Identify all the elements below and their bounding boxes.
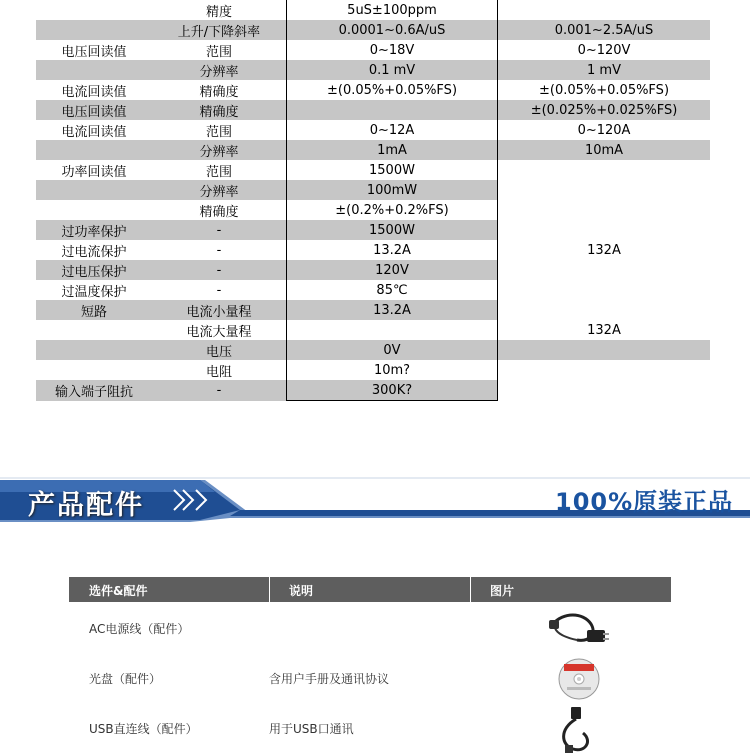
spec-value-low: 1500W <box>287 160 498 180</box>
spec-parameter: 分辨率 <box>152 60 287 80</box>
spec-value-low: 0.1 mV <box>287 60 498 80</box>
spec-table <box>36 0 710 401</box>
spec-category <box>36 360 152 380</box>
spec-value-high <box>498 300 711 320</box>
spec-value-low: 0~18V <box>287 40 498 60</box>
spec-parameter: 分辨率 <box>152 140 287 160</box>
header-image: 图片 <box>490 584 515 598</box>
spec-value-high: ±(0.05%+0.05%FS) <box>538 82 670 98</box>
accessory-description: 含用户手册及通讯协议 <box>269 672 390 686</box>
spec-category: 功率回读值 <box>61 164 127 180</box>
header-description: 说明 <box>289 584 314 598</box>
spec-value-low: 1mA <box>287 140 498 160</box>
spec-category: 过电压保护 <box>36 260 152 280</box>
spec-value-low: 85℃ <box>287 280 498 300</box>
spec-row <box>36 20 710 40</box>
spec-value-high: 132A <box>587 322 621 338</box>
spec-value-high: 0~120V <box>577 42 631 58</box>
spec-value-high: 132A <box>587 242 621 258</box>
accessory-name: AC电源线（配件） <box>89 622 190 636</box>
spec-value-high <box>498 340 711 360</box>
spec-value-high: 10mA <box>498 140 711 160</box>
spec-row <box>36 180 710 200</box>
spec-category <box>36 20 152 40</box>
spec-value-low: 1500W <box>287 220 498 240</box>
spec-value-high <box>498 280 711 300</box>
spec-row <box>36 220 710 240</box>
spec-value-low: 0V <box>287 340 498 360</box>
usb-cable-image <box>557 705 597 755</box>
spec-parameter: - <box>152 240 287 260</box>
spec-value-high: 1 mV <box>498 60 711 80</box>
spec-value-low: ±(0.2%+0.2%FS) <box>287 200 498 220</box>
spec-parameter: - <box>152 280 287 300</box>
spec-value-high <box>498 260 711 280</box>
spec-row <box>36 240 710 260</box>
spec-row <box>36 160 710 180</box>
spec-row <box>36 140 710 160</box>
spec-row <box>36 100 710 120</box>
spec-value-high <box>498 0 711 20</box>
spec-row <box>36 280 710 300</box>
spec-category <box>36 0 152 20</box>
spec-row <box>36 380 710 401</box>
spec-category: 电流回读值 <box>61 84 127 100</box>
spec-parameter: 范围 <box>152 160 287 180</box>
spec-value-high <box>498 180 711 200</box>
spec-parameter: 上升/下降斜率 <box>152 20 287 40</box>
spec-row <box>36 80 710 100</box>
spec-category <box>36 180 152 200</box>
spec-parameter: 精确度 <box>152 100 287 120</box>
spec-row <box>36 340 710 360</box>
spec-category: 电压回读值 <box>61 44 127 60</box>
spec-category <box>36 200 152 220</box>
cd-disc-image <box>555 657 603 701</box>
spec-category: 输入端子阻抗 <box>36 380 152 401</box>
spec-value-high <box>498 220 711 240</box>
spec-parameter: 范围 <box>152 120 287 140</box>
spec-row <box>36 60 710 80</box>
spec-parameter: 分辨率 <box>152 180 287 200</box>
banner-title: 产品配件 <box>28 490 144 521</box>
spec-value-low <box>287 320 498 340</box>
spec-category <box>36 140 152 160</box>
spec-category <box>36 60 152 80</box>
spec-value-high <box>498 200 711 220</box>
spec-value-high <box>498 160 711 180</box>
accessory-name: 光盘（配件） <box>89 672 162 686</box>
spec-value-low: 13.2A <box>287 300 498 320</box>
spec-value-low: 0~12A <box>287 120 498 140</box>
spec-parameter: 精确度 <box>152 80 287 100</box>
spec-parameter: 精度 <box>152 0 287 20</box>
spec-parameter: 电阻 <box>152 360 287 380</box>
spec-row <box>36 0 710 20</box>
spec-parameter: 精确度 <box>152 200 287 220</box>
spec-parameter: 电压 <box>152 340 287 360</box>
spec-value-low: 13.2A <box>287 240 498 260</box>
spec-value-high <box>498 360 711 380</box>
spec-parameter: - <box>152 380 287 401</box>
spec-row <box>36 200 710 220</box>
spec-value-high: ±(0.025%+0.025%FS) <box>498 100 711 120</box>
accessory-description: 用于USB口通讯 <box>269 722 354 736</box>
accessory-name: USB直连线（配件） <box>89 722 198 736</box>
spec-category <box>36 320 152 340</box>
spec-parameter: 范围 <box>152 40 287 60</box>
spec-row <box>36 320 710 340</box>
spec-row <box>36 40 710 60</box>
spec-value-low: 300K? <box>287 380 498 401</box>
spec-value-low: 5uS±100ppm <box>287 0 498 20</box>
spec-category: 短路 <box>36 300 152 320</box>
spec-value-high: 0.001~2.5A/uS <box>498 20 711 40</box>
spec-value-low: 10m? <box>287 360 498 380</box>
spec-value-low: 120V <box>287 260 498 280</box>
spec-category <box>36 340 152 360</box>
spec-parameter: - <box>152 220 287 240</box>
spec-row <box>36 360 710 380</box>
spec-value-low <box>287 100 498 120</box>
spec-value-high: 0~120A <box>577 122 631 138</box>
accessory-table-header <box>69 577 671 602</box>
spec-value-low: 100mW <box>287 180 498 200</box>
spec-category: 过温度保护 <box>61 284 127 300</box>
spec-category: 电压回读值 <box>36 100 152 120</box>
spec-category: 过功率保护 <box>36 220 152 240</box>
spec-row <box>36 120 710 140</box>
spec-value-low: ±(0.05%+0.05%FS) <box>287 80 498 100</box>
spec-row <box>36 300 710 320</box>
power-cord-image <box>547 610 611 648</box>
spec-parameter: 电流小量程 <box>152 300 287 320</box>
header-accessory: 选件&配件 <box>89 584 148 598</box>
spec-category: 过电流保护 <box>61 244 127 260</box>
spec-value-high <box>498 380 711 401</box>
spec-value-low: 0.0001~0.6A/uS <box>287 20 498 40</box>
spec-parameter: 电流大量程 <box>152 320 287 340</box>
spec-category: 电流回读值 <box>61 124 127 140</box>
spec-row <box>36 260 710 280</box>
spec-parameter: - <box>152 260 287 280</box>
banner-slogan: 100%原装正品 <box>555 488 734 516</box>
